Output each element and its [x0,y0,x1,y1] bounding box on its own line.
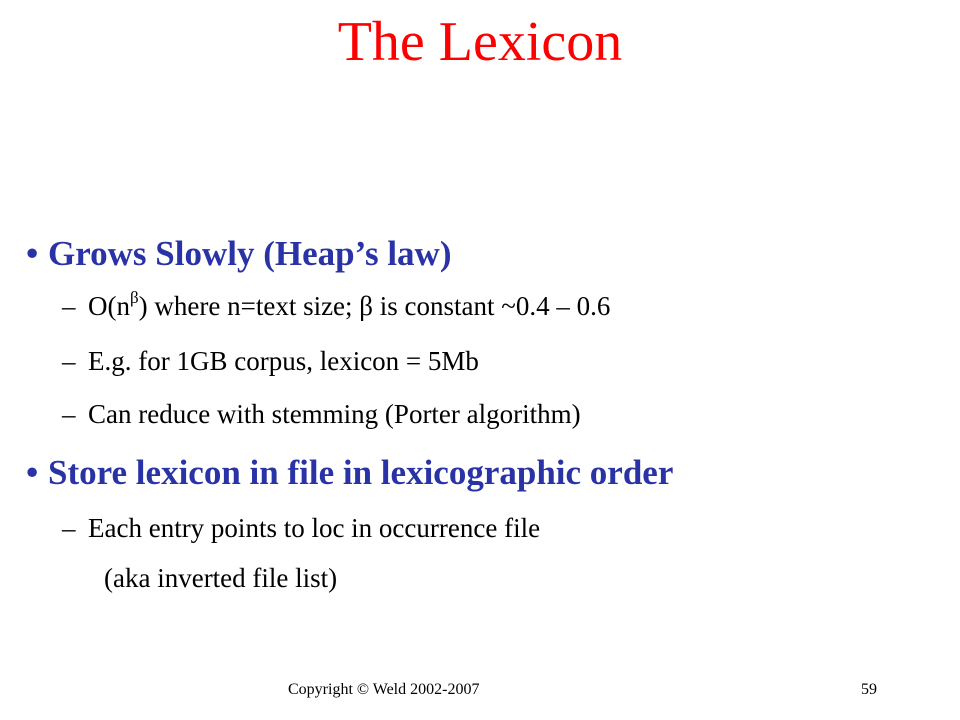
bullet-marker: • [26,234,39,273]
sub-bullet-text: Can reduce with stemming (Porter algorithm) [88,399,581,429]
bullet-text: Grows Slowly (Heap’s law) [48,234,452,273]
bullet-store-lexicon [26,453,673,493]
bullet-text: Store lexicon in file in lexicographic order [48,453,674,492]
beta-superscript: β [130,288,139,307]
slide-title: The Lexicon [337,11,623,73]
sub-bullet-dash: – [62,399,76,429]
formula-prefix: O(n [88,291,130,321]
sub-bullet-continuation: (aka inverted file list) [104,563,338,593]
formula-suffix: ) where n=text size; β is constant ~0.4 – 0.6 [138,291,611,321]
bullet-marker: • [26,453,39,492]
page-number: 59 [861,681,877,698]
footer-copyright: Copyright © Weld 2002-2007 [288,681,480,698]
sub-bullet-dash: – [62,346,76,376]
sub-bullet-dash: – [62,513,76,543]
sub-bullet-dash: – [62,291,76,321]
sub-bullet-entry-points [62,512,540,544]
sub-bullet-heaps-formula [62,290,610,322]
bullet-grows-slowly [26,234,451,274]
sub-bullet-stemming [62,398,581,430]
sub-bullet-text: E.g. for 1GB corpus, lexicon = 5Mb [88,346,479,376]
sub-bullet-text: Each entry points to loc in occurrence file [88,513,541,543]
sub-bullet-corpus-example [62,345,479,377]
